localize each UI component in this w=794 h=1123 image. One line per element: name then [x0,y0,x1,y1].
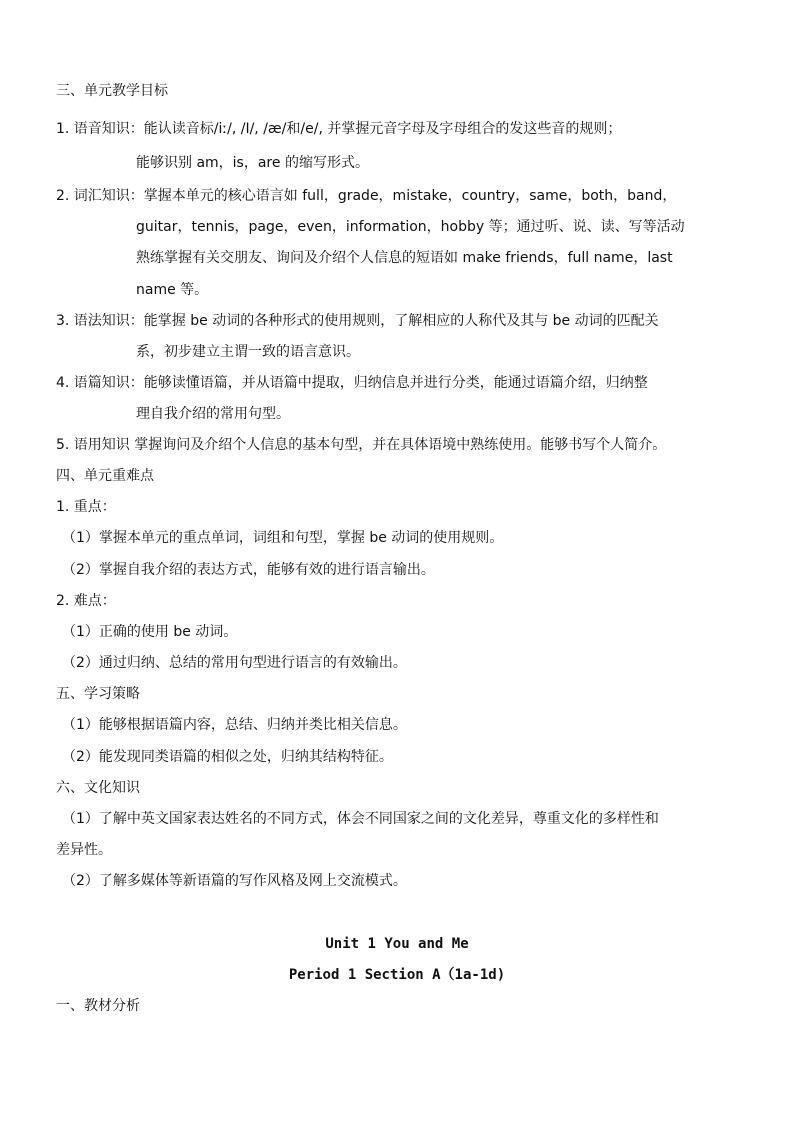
culture-2: （2）了解多媒体等新语篇的写作风格及网上交流模式。 [62,873,407,889]
goal-3-line-2: 系，初步建立主谓一致的语言意识。 [136,344,360,360]
goal-3-line-1: 3. 语法知识：能掌握 be 动词的各种形式的使用规则，了解相应的人称代及其与 be 动词的匹配关 [56,313,659,329]
goal-5-line-1: 5. 语用知识 掌握询问及介绍个人信息的基本句型，并在具体语境中熟练使用。能够书写个人简介。 [56,437,667,453]
section-1-heading: 一、教材分析 [56,998,140,1014]
goal-2-line-4: name 等。 [136,282,209,298]
key-points-title: 1. 重点： [56,499,116,515]
goal-4-line-2: 理自我介绍的常用句型。 [136,406,290,422]
culture-1-line-1: （1）了解中英文国家表达姓名的不同方式，体会不同国家之间的文化差异，尊重文化的多样性和 [62,811,659,827]
goal-2-line-3: 熟练掌握有关交朋友、询问及介绍个人信息的短语如 make friends，full name，last [136,250,673,266]
goal-4-line-1: 4. 语篇知识：能够读懂语篇，并从语篇中提取，归纳信息并进行分类，能通过语篇介绍，归纳整 [56,375,648,391]
section-5-heading: 五、学习策略 [56,686,140,702]
section-6-heading: 六、文化知识 [56,780,140,796]
goal-1-line-2: 能够识别 am，is，are 的缩写形式。 [136,155,369,171]
goal-1-line-1: 1. 语音知识：能认读音标/iː/, /I/, /æ/和/e/, 并掌握元音字母及字母组合的发这些音的规则； [56,121,622,137]
unit-title: Unit 1 You and Me [325,936,469,952]
culture-1-line-2: 差异性。 [56,842,112,858]
strategy-2: （2）能发现同类语篇的相似之处，归纳其结构特征。 [62,749,393,765]
key-point-2: （2）掌握自我介绍的表达方式，能够有效的进行语言输出。 [62,562,435,578]
goal-2-line-1: 2. 词汇知识：掌握本单元的核心语言如 full，grade，mistake，country，same，both，band， [56,188,677,204]
section-4-heading: 四、单元重难点 [56,468,154,484]
section-3-heading: 三、单元教学目标 [56,83,168,99]
key-point-1: （1）掌握本单元的重点单词，词组和句型，掌握 be 动词的使用规则。 [62,530,504,546]
difficulty-2: （2）通过归纳、总结的常用句型进行语言的有效输出。 [62,655,407,671]
difficulty-1: （1）正确的使用 be 动词。 [62,624,238,640]
goal-2-line-2: guitar，tennis，page，even，information，hobby 等；通过听、说、读、写等活动 [136,219,685,235]
strategy-1: （1）能够根据语篇内容，总结、归纳并类比相关信息。 [62,717,407,733]
difficulties-title: 2. 难点： [56,593,116,609]
period-title: Period 1 Section A（1a-1d) [288,967,506,983]
